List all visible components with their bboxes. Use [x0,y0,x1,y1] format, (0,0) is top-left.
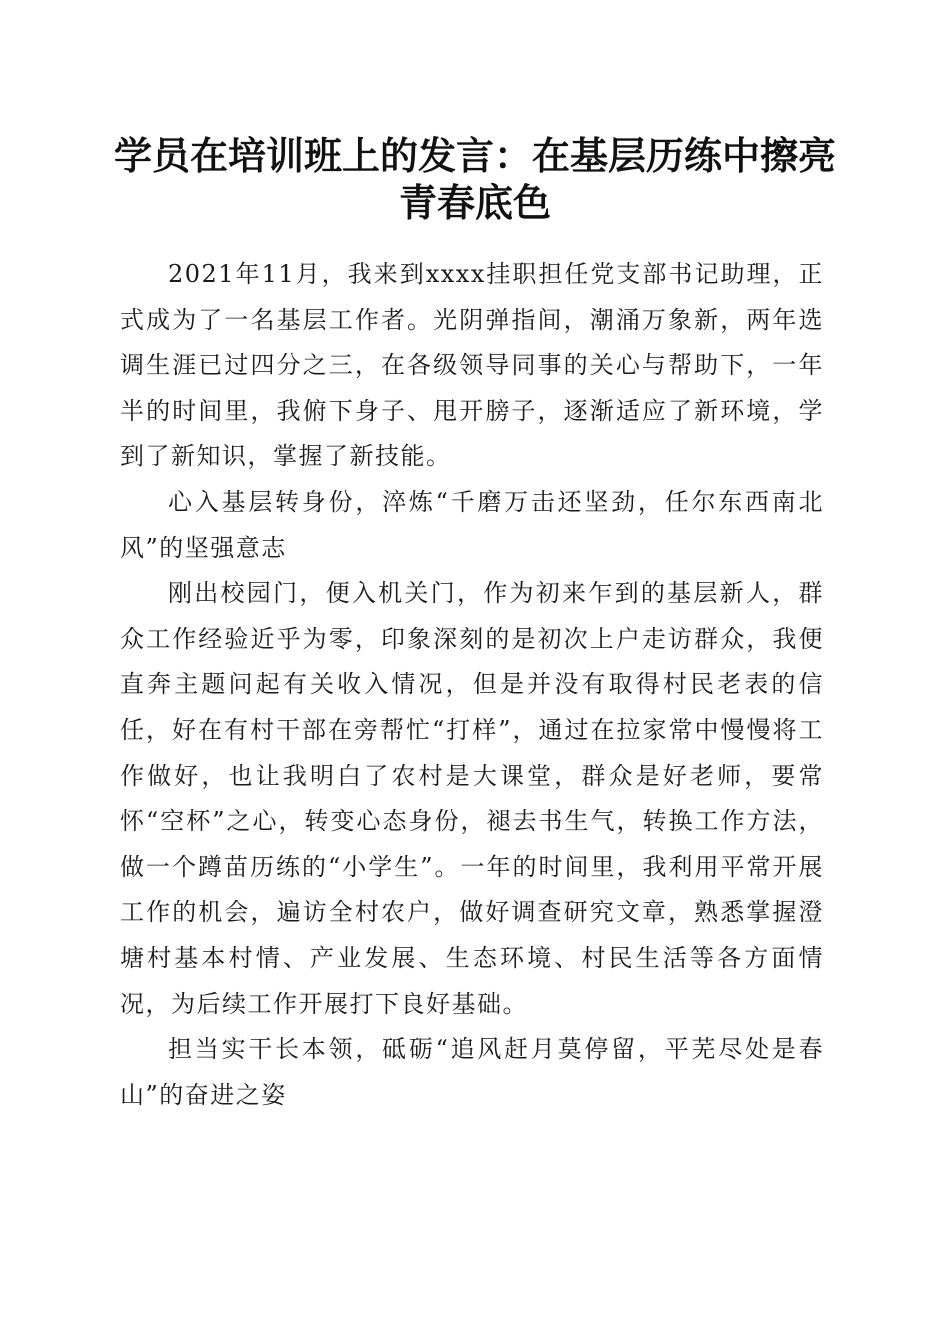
section-heading: 担当实干长本领，砥砺“追风赶月莫停留，平芜尽处是春山”的奋进之姿 [120,1035,824,1109]
section-heading: 心入基层转身份，淬炼“千磨万击还坚劲，任尔东西南北风”的坚强意志 [120,487,824,562]
document-body [120,252,824,1118]
paragraph: 刚出校园门，便入机关门，作为初来乍到的基层新人，群众工作经验近乎为零，印象深刻的是初次上户走访群众，我便直奔主题问起有关收入情况，但是并没有取得村民老表的信任，好在有村干部在旁帮忙“打样”，通过在拉家常中慢慢将工作做好，也让我明白了农村是大课堂，群众是好老师，要常怀“空杯”之心，转变心态身份，褪去书生气，转换工作方法，做一个蹲苗历练的“小学生”。一年的时间里，我利用平常开展工作的机会，遍访全村农户，做好调查研究文章，熟悉掌握澄塘村基本村情、产业发展、生态环境、村民生活等各方面情况，为后续工作开展打下良好基础。 [120,579,824,1018]
paragraph: 2021年11月，我来到xxxx挂职担任党支部书记助理，正式成为了一名基层工作者。光阴弹指间，潮涌万象新，两年选调生涯已过四分之三，在各级领导同事的关心与帮助下，一年半的时间里，我俯下身子、甩开膀子，逐渐适应了新环境，学到了新知识，掌握了新技能。 [120,260,824,471]
document-title: 学员在培训班上的发言：在基层历练中擦亮青春底色 [113,133,836,225]
